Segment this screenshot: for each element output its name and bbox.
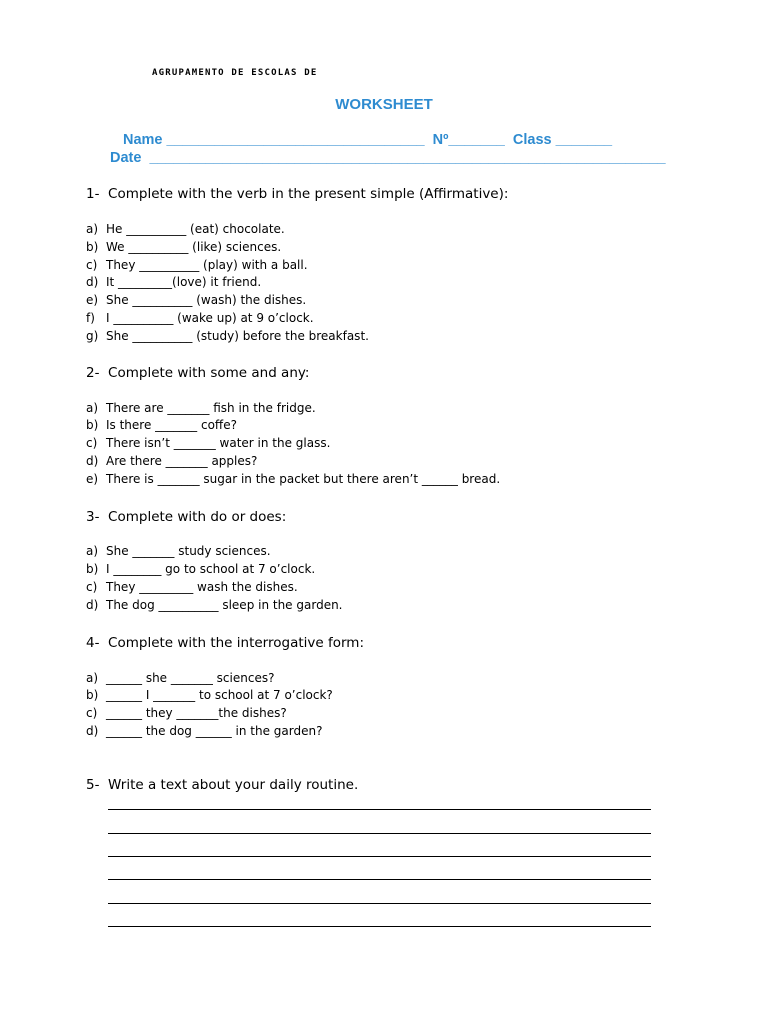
- school-name: AGRUPAMENTO DE ESCOLAS DE: [152, 68, 318, 78]
- writing-line: [108, 903, 651, 904]
- writing-line: [108, 833, 651, 834]
- s3-item-d-label: d): [86, 598, 99, 612]
- s4-item-d-text: ______ the dog ______ in the garden?: [106, 724, 323, 738]
- s1-item-d-text: It _________(love) it friend.: [106, 275, 262, 289]
- s2-item-c-text: There isn’t _______ water in the glass.: [106, 436, 331, 450]
- s1-item-g-text: She __________ (study) before the breakfast.: [106, 329, 369, 343]
- s3-item-b-text: I ________ go to school at 7 o’clock.: [106, 562, 316, 576]
- s2-item-a-label: a): [86, 401, 99, 415]
- s2-item-c-label: c): [86, 436, 98, 450]
- s2-item-e-label: e): [86, 472, 99, 486]
- section-2-heading: 2- Complete with some and any:: [86, 365, 310, 381]
- s3-item-d-text: The dog __________ sleep in the garden.: [106, 598, 343, 612]
- s3-item-a-label: a): [86, 544, 99, 558]
- s4-item-a-text: ______ she _______ sciences?: [106, 671, 275, 685]
- s4-item-a-label: a): [86, 671, 99, 685]
- s3-item-a-text: She _______ study sciences.: [106, 544, 271, 558]
- s1-item-f-label: f): [86, 311, 95, 325]
- name-class-line: Name ________________________________ Nº_______ Class _______: [123, 132, 613, 148]
- s4-item-b-text: ______ I _______ to school at 7 o’clock?: [106, 688, 333, 702]
- s3-item-c-text: They _________ wash the dishes.: [106, 580, 298, 594]
- page-title: WORKSHEET: [335, 96, 433, 113]
- writing-line: [108, 926, 651, 927]
- s1-item-e-label: e): [86, 293, 99, 307]
- s4-item-d-label: d): [86, 724, 99, 738]
- s2-item-d-label: d): [86, 454, 99, 468]
- s1-item-c-label: c): [86, 258, 98, 272]
- section-5-heading: 5- Write a text about your daily routine.: [86, 777, 359, 793]
- s1-item-b-text: We __________ (like) sciences.: [106, 240, 282, 254]
- s3-item-c-label: c): [86, 580, 98, 594]
- s1-item-b-label: b): [86, 240, 99, 254]
- s1-item-c-text: They __________ (play) with a ball.: [106, 258, 308, 272]
- writing-line: [108, 856, 651, 857]
- writing-line: [108, 879, 651, 880]
- s4-item-c-text: ______ they _______the dishes?: [106, 706, 287, 720]
- s4-item-b-label: b): [86, 688, 99, 702]
- s1-item-a-label: a): [86, 222, 99, 236]
- s2-item-d-text: Are there _______ apples?: [106, 454, 258, 468]
- section-1-heading: 1- Complete with the verb in the present simple (Affirmative):: [86, 186, 509, 202]
- s1-item-f-text: I __________ (wake up) at 9 o’clock.: [106, 311, 314, 325]
- s2-item-b-label: b): [86, 418, 99, 432]
- s3-item-b-label: b): [86, 562, 99, 576]
- section-3-heading: 3- Complete with do or does:: [86, 509, 287, 525]
- s1-item-d-label: d): [86, 275, 99, 289]
- s2-item-a-text: There are _______ fish in the fridge.: [106, 401, 316, 415]
- s2-item-e-text: There is _______ sugar in the packet but there aren’t ______ bread.: [106, 472, 501, 486]
- section-4-heading: 4- Complete with the interrogative form:: [86, 635, 365, 651]
- writing-line: [108, 809, 651, 810]
- s1-item-g-label: g): [86, 329, 99, 343]
- s1-item-a-text: He __________ (eat) chocolate.: [106, 222, 285, 236]
- s2-item-b-text: Is there _______ coffe?: [106, 418, 237, 432]
- date-line: Date ________________________________________________________________: [110, 150, 666, 166]
- s1-item-e-text: She __________ (wash) the dishes.: [106, 293, 307, 307]
- s4-item-c-label: c): [86, 706, 98, 720]
